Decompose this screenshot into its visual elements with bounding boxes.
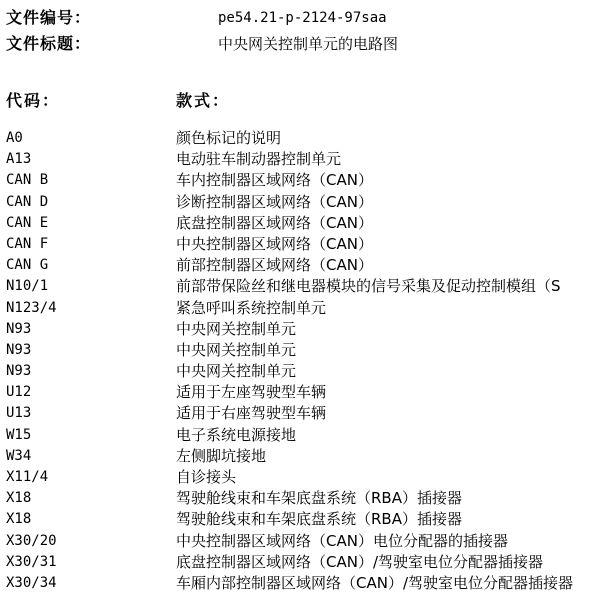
- component-description: 自诊接头: [176, 468, 237, 486]
- document-title-value: 中央网关控制单元的电路图: [218, 35, 399, 53]
- component-description: 中央网关控制单元: [176, 340, 297, 359]
- list-item: [0, 573, 604, 594]
- component-code: CAN G: [6, 257, 49, 274]
- component-description: 底盘控制器区域网络（CAN）: [176, 213, 373, 232]
- component-code: CAN D: [6, 193, 49, 210]
- component-code: CAN E: [6, 214, 49, 231]
- list-item: [0, 403, 604, 424]
- component-description: 诊断控制器区域网络（CAN）: [176, 192, 373, 211]
- component-description: 颜色标记的说明: [176, 129, 282, 147]
- component-code: X18: [6, 511, 32, 528]
- component-description: 电子系统电源接地: [176, 425, 297, 444]
- component-list: [0, 128, 604, 594]
- component-code: X11/4: [6, 469, 49, 485]
- list-item: [0, 340, 604, 361]
- list-item: [0, 319, 604, 340]
- component-code: A0: [6, 130, 23, 146]
- document-number-value: pe54.21-p-2124-97saa: [218, 10, 387, 26]
- component-description: 车厢内部控制器区域网络（CAN）/驾驶室电位分配器插接器: [176, 573, 574, 592]
- component-description: 前部控制器区域网络（CAN）: [176, 256, 373, 275]
- component-description: 紧急呼叫系统控制单元: [176, 298, 327, 317]
- component-description: 驾驶舱线束和车架底盘系统（RBA）插接器: [176, 510, 462, 529]
- list-item: [0, 276, 604, 297]
- list-item: [0, 361, 604, 382]
- list-item: [0, 488, 604, 509]
- component-code: N93: [6, 320, 32, 337]
- list-item: [0, 234, 604, 255]
- list-item: [0, 425, 604, 446]
- component-description: 适用于右座驾驶型车辆: [176, 404, 327, 423]
- component-description: 中央网关控制单元: [176, 362, 297, 381]
- component-description: 车内控制器区域网络（CAN）: [176, 171, 373, 190]
- component-code: U13: [6, 405, 32, 422]
- component-description: 适用于左座驾驶型车辆: [176, 383, 327, 402]
- component-code: X30/20: [6, 532, 57, 549]
- component-description: 中央控制器区域网络（CAN）: [176, 234, 373, 253]
- component-description: 底盘控制器区域网络（CAN）/驾驶室电位分配器插接器: [176, 552, 544, 571]
- component-code: CAN B: [6, 172, 49, 189]
- list-item: [0, 531, 604, 552]
- list-item: [0, 149, 604, 170]
- component-code: X18: [6, 490, 32, 507]
- list-item: [0, 552, 604, 573]
- list-item: [0, 467, 604, 488]
- component-description: 左侧脚坑接地: [176, 446, 267, 465]
- list-item: [0, 298, 604, 319]
- component-description: 中央网关控制单元: [176, 319, 297, 338]
- document-number-label: 文件编号：: [6, 8, 92, 27]
- list-item: [0, 213, 604, 234]
- description-column-header: 款式：: [176, 91, 231, 110]
- list-item: [0, 170, 604, 191]
- component-description: 电动驻车制动器控制单元: [176, 150, 342, 169]
- component-code: W34: [6, 447, 32, 464]
- component-code: N93: [6, 341, 32, 358]
- list-item: [0, 128, 604, 149]
- component-code: X30/34: [6, 574, 57, 591]
- document-title-label: 文件标题：: [6, 34, 92, 53]
- component-code: CAN F: [6, 235, 49, 252]
- component-code: U12: [6, 384, 32, 401]
- list-item: [0, 446, 604, 467]
- component-code: X30/31: [6, 553, 57, 570]
- component-description: 前部带保险丝和继电器模块的信号采集及促动控制模组（S: [176, 277, 561, 296]
- list-item: [0, 255, 604, 276]
- list-item: [0, 192, 604, 213]
- component-code: A13: [6, 151, 32, 168]
- list-item: [0, 382, 604, 403]
- component-code: N123/4: [6, 299, 57, 316]
- code-column-header: 代码：: [6, 91, 61, 110]
- list-item: [0, 509, 604, 530]
- component-code: N10/1: [6, 278, 49, 295]
- component-code: N93: [6, 363, 32, 380]
- component-code: W15: [6, 426, 32, 443]
- component-description: 中央控制器区域网络（CAN）电位分配器的插接器: [176, 531, 508, 550]
- component-description: 驾驶舱线束和车架底盘系统（RBA）插接器: [176, 489, 462, 508]
